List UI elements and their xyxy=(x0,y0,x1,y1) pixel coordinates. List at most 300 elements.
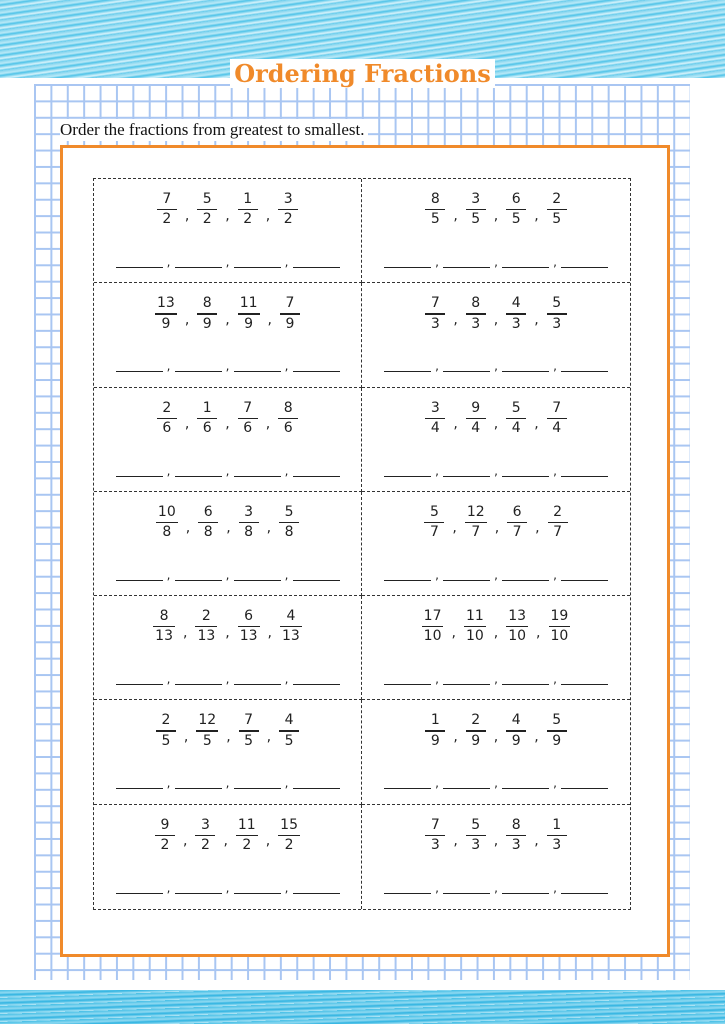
fraction xyxy=(280,608,302,645)
comma: , xyxy=(225,416,230,433)
answer-blank[interactable] xyxy=(443,359,490,372)
denominator: 5 xyxy=(284,732,294,749)
fraction xyxy=(547,191,567,228)
answer-blank[interactable] xyxy=(384,255,431,268)
answer-blank[interactable] xyxy=(116,568,163,581)
answer-line xyxy=(382,881,610,894)
numerator: 5 xyxy=(552,295,562,312)
answer-comma: , xyxy=(553,359,557,374)
answer-blank[interactable] xyxy=(384,672,431,685)
answer-blank[interactable] xyxy=(175,881,222,894)
fraction-bar xyxy=(547,209,567,210)
denominator: 4 xyxy=(430,419,440,436)
denominator: 2 xyxy=(202,211,212,228)
numerator: 4 xyxy=(511,295,521,312)
answer-blank[interactable] xyxy=(561,881,608,894)
fraction-bar xyxy=(425,313,445,314)
answer-line xyxy=(114,255,341,268)
answer-blank[interactable] xyxy=(384,776,431,789)
fraction-bar xyxy=(506,209,526,210)
fraction xyxy=(466,712,486,749)
comma: , xyxy=(493,833,499,850)
numerator: 7 xyxy=(430,816,440,833)
denominator: 5 xyxy=(430,211,440,228)
fraction-bar xyxy=(239,522,259,523)
answer-comma: , xyxy=(225,463,230,478)
fraction xyxy=(238,400,258,437)
answer-comma: , xyxy=(435,880,439,895)
answer-blank[interactable] xyxy=(175,568,222,581)
answer-line xyxy=(382,568,610,581)
fraction xyxy=(422,608,444,645)
answer-comma: , xyxy=(166,463,171,478)
answer-blank[interactable] xyxy=(502,672,549,685)
answer-blank[interactable] xyxy=(443,464,490,477)
answer-comma: , xyxy=(225,359,230,374)
fraction-list xyxy=(362,504,630,541)
denominator: 9 xyxy=(244,315,254,332)
answer-comma: , xyxy=(225,567,230,582)
answer-line xyxy=(382,464,610,477)
comma: , xyxy=(226,729,231,746)
answer-blank[interactable] xyxy=(234,568,281,581)
comma: , xyxy=(226,520,231,537)
problem-cell xyxy=(94,388,362,492)
answer-comma: , xyxy=(284,463,289,478)
numerator: 7 xyxy=(162,191,172,207)
instruction-text: Order the fractions from greatest to smallest. xyxy=(60,119,368,141)
answer-blank[interactable] xyxy=(443,672,490,685)
numerator: 5 xyxy=(471,816,481,833)
denominator: 3 xyxy=(552,315,562,332)
answer-comma: , xyxy=(284,672,289,687)
denominator: 3 xyxy=(552,837,562,853)
denominator: 2 xyxy=(200,837,210,853)
answer-comma: , xyxy=(166,255,171,269)
numerator: 1 xyxy=(552,816,562,833)
fraction-bar xyxy=(549,626,571,627)
answer-blank[interactable] xyxy=(293,568,340,581)
denominator: 13 xyxy=(155,628,173,645)
fraction-bar xyxy=(548,522,568,523)
answer-blank[interactable] xyxy=(234,255,281,268)
numerator: 6 xyxy=(244,608,254,625)
denominator: 13 xyxy=(282,628,300,645)
denominator: 8 xyxy=(284,524,294,541)
denominator: 3 xyxy=(471,315,481,332)
fraction xyxy=(195,817,215,854)
denominator: 13 xyxy=(197,628,216,645)
fraction xyxy=(507,504,527,541)
fraction-bar xyxy=(547,313,567,314)
fraction-bar xyxy=(236,835,258,836)
comma: , xyxy=(184,207,190,224)
fraction xyxy=(156,504,178,541)
comma: , xyxy=(452,520,457,537)
numerator: 8 xyxy=(202,295,212,312)
answer-blank[interactable] xyxy=(293,881,340,894)
numerator: 2 xyxy=(201,608,211,625)
comma: , xyxy=(266,729,272,746)
denominator: 7 xyxy=(471,524,481,541)
problem-cell xyxy=(94,805,362,909)
answer-blank[interactable] xyxy=(116,881,163,894)
numerator: 3 xyxy=(244,503,254,520)
answer-blank[interactable] xyxy=(443,881,490,894)
comma: , xyxy=(265,207,271,224)
fraction xyxy=(155,295,177,332)
answer-blank[interactable] xyxy=(234,776,281,789)
denominator: 7 xyxy=(429,524,439,541)
fraction-list xyxy=(94,504,361,541)
fraction xyxy=(155,817,175,854)
answer-comma: , xyxy=(435,567,439,582)
fraction xyxy=(425,712,445,749)
fraction-list xyxy=(362,608,630,645)
numerator: 12 xyxy=(198,712,217,729)
fraction xyxy=(197,400,217,437)
fraction xyxy=(195,608,217,645)
problem-cell xyxy=(362,179,630,283)
comma: , xyxy=(534,833,539,850)
answer-comma: , xyxy=(435,359,439,374)
answer-comma: , xyxy=(494,672,498,687)
problem-cell xyxy=(362,596,630,700)
comma: , xyxy=(493,207,499,224)
answer-blank[interactable] xyxy=(116,672,163,685)
fraction xyxy=(425,400,445,437)
fraction-bar xyxy=(197,313,217,314)
fraction xyxy=(506,400,526,437)
answer-comma: , xyxy=(284,255,289,269)
denominator: 4 xyxy=(471,419,481,436)
answer-blank[interactable] xyxy=(175,464,222,477)
answer-line xyxy=(114,464,341,477)
answer-comma: , xyxy=(435,672,439,687)
problem-cell xyxy=(362,492,630,596)
answer-blank[interactable] xyxy=(561,672,608,685)
comma: , xyxy=(493,729,499,746)
denominator: 9 xyxy=(161,315,171,332)
fraction xyxy=(547,295,567,332)
fraction-bar xyxy=(197,209,217,210)
answer-blank[interactable] xyxy=(561,568,608,581)
fraction-bar xyxy=(278,835,300,836)
numerator: 3 xyxy=(200,816,210,833)
answer-blank[interactable] xyxy=(116,776,163,789)
numerator: 4 xyxy=(284,712,294,729)
fraction-bar xyxy=(466,730,486,731)
fraction xyxy=(278,191,298,228)
numerator: 7 xyxy=(243,399,253,416)
fraction xyxy=(280,295,300,332)
answer-line xyxy=(382,672,610,685)
fraction xyxy=(279,504,299,541)
answer-blank[interactable] xyxy=(561,464,608,477)
answer-blank[interactable] xyxy=(234,464,281,477)
answer-blank[interactable] xyxy=(384,568,431,581)
answer-comma: , xyxy=(166,359,171,374)
answer-comma: , xyxy=(166,567,171,582)
answer-comma: , xyxy=(494,880,498,895)
fraction xyxy=(466,191,486,228)
fraction xyxy=(466,400,486,437)
answer-blank[interactable] xyxy=(443,255,490,268)
answer-comma: , xyxy=(553,776,557,791)
comma: , xyxy=(493,624,499,641)
denominator: 5 xyxy=(511,211,521,228)
denominator: 10 xyxy=(550,628,569,645)
fraction-bar xyxy=(198,522,218,523)
answer-blank[interactable] xyxy=(293,672,340,685)
answer-comma: , xyxy=(284,880,289,895)
fraction-bar xyxy=(238,626,260,627)
denominator: 5 xyxy=(202,732,212,749)
numerator: 11 xyxy=(239,295,258,312)
answer-blank[interactable] xyxy=(234,881,281,894)
fraction-bar xyxy=(280,313,300,314)
numerator: 5 xyxy=(429,503,439,520)
fraction-bar xyxy=(196,730,218,731)
numerator: 8 xyxy=(471,295,481,312)
answer-blank[interactable] xyxy=(384,464,431,477)
answer-blank[interactable] xyxy=(502,881,549,894)
answer-comma: , xyxy=(284,567,289,582)
answer-comma: , xyxy=(166,776,171,791)
answer-line xyxy=(382,359,610,372)
problem-cell xyxy=(94,179,362,283)
answer-blank[interactable] xyxy=(175,776,222,789)
fraction-list xyxy=(362,400,630,437)
answer-comma: , xyxy=(225,880,230,895)
fraction-bar xyxy=(466,418,486,419)
answer-blank[interactable] xyxy=(443,568,490,581)
answer-blank[interactable] xyxy=(502,568,549,581)
numerator: 12 xyxy=(466,503,485,520)
comma: , xyxy=(225,624,230,641)
comma: , xyxy=(453,833,458,850)
denominator: 8 xyxy=(203,524,213,541)
fraction-bar xyxy=(425,209,445,210)
problem-grid xyxy=(93,178,631,910)
fraction-bar xyxy=(506,313,526,314)
numerator: 6 xyxy=(203,503,213,520)
fraction xyxy=(196,712,218,749)
answer-blank[interactable] xyxy=(561,255,608,268)
fraction xyxy=(236,817,258,854)
numerator: 8 xyxy=(159,608,169,625)
denominator: 2 xyxy=(243,211,253,228)
denominator: 5 xyxy=(244,732,254,749)
comma: , xyxy=(225,311,230,328)
fraction xyxy=(506,817,526,854)
denominator: 7 xyxy=(553,524,563,541)
answer-blank[interactable] xyxy=(175,255,222,268)
answer-blank[interactable] xyxy=(116,255,163,268)
fraction-bar xyxy=(425,418,445,419)
numerator: 5 xyxy=(284,503,294,520)
fraction xyxy=(238,295,260,332)
numerator: 3 xyxy=(283,191,293,207)
fraction xyxy=(506,191,526,228)
numerator: 10 xyxy=(157,503,176,520)
fraction xyxy=(547,712,567,749)
answer-comma: , xyxy=(225,776,230,791)
answer-blank[interactable] xyxy=(293,255,340,268)
fraction-bar xyxy=(547,835,567,836)
comma: , xyxy=(453,416,458,433)
numerator: 8 xyxy=(430,191,440,207)
numerator: 1 xyxy=(430,712,440,729)
answer-comma: , xyxy=(435,255,439,269)
numerator: 2 xyxy=(553,503,563,520)
answer-blank[interactable] xyxy=(116,464,163,477)
fraction xyxy=(506,712,526,749)
denominator: 9 xyxy=(430,732,440,749)
denominator: 4 xyxy=(552,419,562,436)
answer-line xyxy=(382,776,610,789)
fraction xyxy=(548,504,568,541)
fraction xyxy=(466,295,486,332)
fraction-bar xyxy=(279,730,299,731)
numerator: 6 xyxy=(511,191,521,207)
denominator: 6 xyxy=(202,419,212,436)
answer-blank[interactable] xyxy=(502,255,549,268)
numerator: 5 xyxy=(511,399,521,416)
fraction xyxy=(198,504,218,541)
problem-cell xyxy=(94,492,362,596)
comma: , xyxy=(534,729,539,746)
fraction xyxy=(238,191,258,228)
numerator: 2 xyxy=(161,712,171,729)
numerator: 13 xyxy=(156,295,175,312)
fraction-bar xyxy=(547,418,567,419)
comma: , xyxy=(182,833,188,850)
comma: , xyxy=(225,207,230,224)
fraction xyxy=(425,295,445,332)
fraction-bar xyxy=(156,730,176,731)
denominator: 3 xyxy=(430,837,440,853)
denominator: 13 xyxy=(239,628,258,645)
answer-blank[interactable] xyxy=(293,776,340,789)
comma: , xyxy=(265,416,271,433)
fraction xyxy=(156,712,176,749)
fraction-bar xyxy=(465,522,487,523)
numerator: 6 xyxy=(512,503,522,520)
fraction-bar xyxy=(157,418,177,419)
answer-blank[interactable] xyxy=(234,672,281,685)
numerator: 2 xyxy=(471,712,481,729)
comma: , xyxy=(265,833,271,850)
fraction-bar xyxy=(280,626,302,627)
fraction-list xyxy=(362,191,630,228)
comma: , xyxy=(534,311,539,328)
fraction-bar xyxy=(279,522,299,523)
answer-blank[interactable] xyxy=(116,359,163,372)
problem-cell xyxy=(362,388,630,492)
answer-blank[interactable] xyxy=(443,776,490,789)
answer-blank[interactable] xyxy=(293,464,340,477)
fraction xyxy=(424,504,444,541)
numerator: 8 xyxy=(283,399,293,416)
problem-cell xyxy=(362,805,630,909)
denominator: 3 xyxy=(430,315,440,332)
denominator: 9 xyxy=(285,315,295,332)
fraction xyxy=(153,608,175,645)
denominator: 10 xyxy=(465,628,484,645)
comma: , xyxy=(223,833,228,850)
fraction-bar xyxy=(547,730,567,731)
answer-blank[interactable] xyxy=(502,359,549,372)
fraction-bar xyxy=(466,313,486,314)
answer-blank[interactable] xyxy=(234,359,281,372)
fraction-list xyxy=(94,817,361,854)
comma: , xyxy=(534,207,539,224)
comma: , xyxy=(453,207,458,224)
fraction-list xyxy=(94,712,361,749)
numerator: 13 xyxy=(508,608,527,625)
answer-comma: , xyxy=(284,359,289,374)
fraction xyxy=(547,400,567,437)
answer-comma: , xyxy=(494,567,498,582)
answer-line xyxy=(114,359,341,372)
denominator: 10 xyxy=(508,628,527,645)
numerator: 7 xyxy=(244,712,254,729)
fraction xyxy=(278,400,298,437)
denominator: 3 xyxy=(511,315,521,332)
numerator: 4 xyxy=(511,712,521,729)
answer-blank[interactable] xyxy=(561,776,608,789)
answer-blank[interactable] xyxy=(384,359,431,372)
fraction xyxy=(197,295,217,332)
comma: , xyxy=(534,416,539,433)
fraction-bar xyxy=(506,730,526,731)
answer-comma: , xyxy=(553,672,557,687)
answer-blank[interactable] xyxy=(502,464,549,477)
fraction-list xyxy=(94,608,361,645)
answer-blank[interactable] xyxy=(175,359,222,372)
answer-comma: , xyxy=(553,463,557,478)
fraction-bar xyxy=(506,418,526,419)
numerator: 19 xyxy=(550,608,569,625)
fraction-bar xyxy=(466,209,486,210)
denominator: 8 xyxy=(244,524,254,541)
fraction-bar xyxy=(466,835,486,836)
fraction xyxy=(425,817,445,854)
answer-blank[interactable] xyxy=(561,359,608,372)
numerator: 1 xyxy=(243,191,253,207)
answer-blank[interactable] xyxy=(175,672,222,685)
fraction xyxy=(197,191,217,228)
denominator: 6 xyxy=(162,419,172,436)
numerator: 9 xyxy=(160,816,170,833)
answer-blank[interactable] xyxy=(293,359,340,372)
answer-blank[interactable] xyxy=(384,881,431,894)
denominator: 9 xyxy=(511,732,521,749)
fraction xyxy=(466,817,486,854)
answer-blank[interactable] xyxy=(502,776,549,789)
fraction-list xyxy=(94,400,361,437)
fraction xyxy=(278,817,300,854)
comma: , xyxy=(494,520,500,537)
comma: , xyxy=(184,416,190,433)
fraction-bar xyxy=(278,209,298,210)
comma: , xyxy=(185,520,191,537)
numerator: 17 xyxy=(423,608,442,625)
answer-comma: , xyxy=(553,255,557,269)
fraction-list xyxy=(362,817,630,854)
fraction xyxy=(157,400,177,437)
